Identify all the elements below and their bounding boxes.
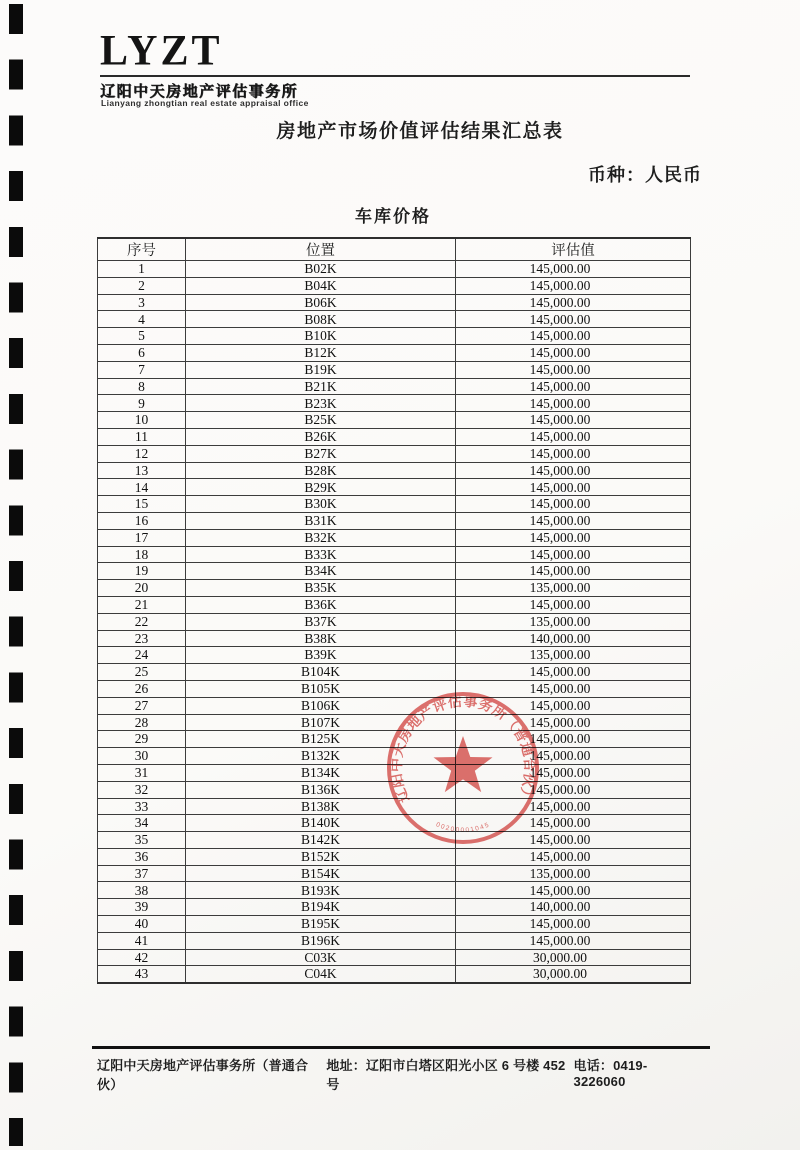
table-row — [98, 613, 691, 630]
table-row — [98, 361, 691, 378]
value-cell: 135,000.00 — [456, 865, 691, 882]
serial-cell: 12 — [98, 445, 186, 462]
location-cell: B136K — [186, 781, 456, 798]
location-cell: B35K — [186, 580, 456, 597]
serial-cell: 17 — [98, 529, 186, 546]
document-title: 房地产市场价值评估结果汇总表 — [276, 121, 564, 142]
table-row — [98, 294, 691, 311]
serial-cell: 36 — [98, 848, 186, 865]
serial-cell: 21 — [98, 596, 186, 613]
serial-cell: 15 — [98, 496, 186, 513]
location-cell: B04K — [186, 277, 456, 294]
serial-cell: 39 — [98, 899, 186, 916]
location-cell: B25K — [186, 412, 456, 429]
value-cell: 135,000.00 — [456, 613, 691, 630]
table-row — [98, 395, 691, 412]
location-cell: B125K — [186, 731, 456, 748]
location-cell: B154K — [186, 865, 456, 882]
value-cell: 145,000.00 — [456, 496, 691, 513]
table-row — [98, 882, 691, 899]
value-cell: 145,000.00 — [456, 664, 691, 681]
value-cell: 30,000.00 — [456, 966, 691, 983]
value-cell: 145,000.00 — [456, 563, 691, 580]
value-cell: 145,000.00 — [456, 882, 691, 899]
table-row — [98, 916, 691, 933]
location-cell: B38K — [186, 630, 456, 647]
location-cell: C03K — [186, 949, 456, 966]
serial-cell: 33 — [98, 798, 186, 815]
column-header-value: 评估值 — [456, 238, 691, 261]
location-cell: B27K — [186, 445, 456, 462]
value-cell: 145,000.00 — [456, 832, 691, 849]
table-row — [98, 932, 691, 949]
value-cell: 145,000.00 — [456, 764, 691, 781]
table-row — [98, 529, 691, 546]
serial-cell: 27 — [98, 697, 186, 714]
table-row — [98, 277, 691, 294]
serial-cell: 20 — [98, 580, 186, 597]
serial-cell: 3 — [98, 294, 186, 311]
value-cell: 145,000.00 — [456, 815, 691, 832]
location-cell: B10K — [186, 328, 456, 345]
appraisal-results-table — [97, 237, 691, 984]
location-cell: B26K — [186, 428, 456, 445]
value-cell: 30,000.00 — [456, 949, 691, 966]
location-cell: B36K — [186, 596, 456, 613]
location-cell: B30K — [186, 496, 456, 513]
serial-cell: 19 — [98, 563, 186, 580]
location-cell: B06K — [186, 294, 456, 311]
table-row — [98, 462, 691, 479]
serial-cell: 40 — [98, 916, 186, 933]
table-row — [98, 546, 691, 563]
value-cell: 135,000.00 — [456, 580, 691, 597]
location-cell: B138K — [186, 798, 456, 815]
serial-cell: 1 — [98, 261, 186, 278]
serial-cell: 11 — [98, 428, 186, 445]
table-row — [98, 261, 691, 278]
location-cell: B152K — [186, 848, 456, 865]
serial-cell: 32 — [98, 781, 186, 798]
column-header-location: 位置 — [186, 238, 456, 261]
value-cell: 145,000.00 — [456, 412, 691, 429]
serial-cell: 5 — [98, 328, 186, 345]
section-title: 车库价格 — [355, 207, 431, 226]
table-row — [98, 445, 691, 462]
value-cell: 145,000.00 — [456, 445, 691, 462]
location-cell: B195K — [186, 916, 456, 933]
currency-label: 币种：人民币 — [588, 165, 702, 185]
table-row — [98, 328, 691, 345]
table-row — [98, 865, 691, 882]
location-cell: B194K — [186, 899, 456, 916]
seal-serial-number: 00200001045 — [434, 821, 492, 834]
seal-ring-text: 辽阳中天房地产评估事务所（普通合伙） — [387, 692, 539, 806]
value-cell: 145,000.00 — [456, 479, 691, 496]
value-cell: 145,000.00 — [456, 731, 691, 748]
table-row — [98, 580, 691, 597]
location-cell: B12K — [186, 344, 456, 361]
location-cell: B193K — [186, 882, 456, 899]
table-row — [98, 596, 691, 613]
red-official-seal — [378, 683, 548, 853]
serial-cell: 28 — [98, 714, 186, 731]
company-name-english: Lianyang zhongtian real estate appraisal office — [101, 98, 309, 108]
serial-cell: 25 — [98, 664, 186, 681]
serial-cell: 34 — [98, 815, 186, 832]
serial-cell: 31 — [98, 764, 186, 781]
location-cell: B196K — [186, 932, 456, 949]
location-cell: B08K — [186, 311, 456, 328]
location-cell: B28K — [186, 462, 456, 479]
table-header-row — [98, 238, 691, 261]
value-cell: 135,000.00 — [456, 647, 691, 664]
serial-cell: 29 — [98, 731, 186, 748]
value-cell: 145,000.00 — [456, 714, 691, 731]
location-cell: B31K — [186, 512, 456, 529]
serial-cell: 26 — [98, 680, 186, 697]
location-cell: B105K — [186, 680, 456, 697]
value-cell: 145,000.00 — [456, 328, 691, 345]
serial-cell: 16 — [98, 512, 186, 529]
serial-cell: 38 — [98, 882, 186, 899]
serial-cell: 42 — [98, 949, 186, 966]
value-cell: 145,000.00 — [456, 932, 691, 949]
serial-cell: 37 — [98, 865, 186, 882]
table-row — [98, 496, 691, 513]
location-cell: B134K — [186, 764, 456, 781]
table-row — [98, 412, 691, 429]
table-row — [98, 949, 691, 966]
table-row — [98, 664, 691, 681]
value-cell: 145,000.00 — [456, 916, 691, 933]
table-row — [98, 378, 691, 395]
value-cell: 145,000.00 — [456, 311, 691, 328]
table-row — [98, 311, 691, 328]
value-cell: 145,000.00 — [456, 529, 691, 546]
location-cell: B21K — [186, 378, 456, 395]
location-cell: B107K — [186, 714, 456, 731]
value-cell: 145,000.00 — [456, 596, 691, 613]
footer-phone: 电话：0419-3226060 — [573, 1058, 648, 1089]
column-header-serial: 序号 — [98, 238, 186, 261]
location-cell: C04K — [186, 966, 456, 983]
serial-cell: 7 — [98, 361, 186, 378]
value-cell: 145,000.00 — [456, 395, 691, 412]
location-cell: B33K — [186, 546, 456, 563]
location-cell: B104K — [186, 664, 456, 681]
value-cell: 140,000.00 — [456, 630, 691, 647]
serial-cell: 22 — [98, 613, 186, 630]
location-cell: B19K — [186, 361, 456, 378]
table-row — [98, 428, 691, 445]
value-cell: 145,000.00 — [456, 378, 691, 395]
value-cell: 145,000.00 — [456, 798, 691, 815]
value-cell: 145,000.00 — [456, 462, 691, 479]
serial-cell: 18 — [98, 546, 186, 563]
value-cell: 145,000.00 — [456, 680, 691, 697]
location-cell: B140K — [186, 815, 456, 832]
value-cell: 145,000.00 — [456, 546, 691, 563]
serial-cell: 13 — [98, 462, 186, 479]
serial-cell: 9 — [98, 395, 186, 412]
table-row — [98, 647, 691, 664]
serial-cell: 23 — [98, 630, 186, 647]
header-divider — [100, 75, 690, 77]
table-row — [98, 344, 691, 361]
location-cell: B02K — [186, 261, 456, 278]
footer — [97, 1055, 695, 1093]
serial-cell: 4 — [98, 311, 186, 328]
serial-cell: 6 — [98, 344, 186, 361]
table-row — [98, 512, 691, 529]
company-name-chinese: 辽阳中天房地产评估事务所 — [100, 83, 299, 100]
footer-address: 地址：辽阳市白塔区阳光小区 6 号楼 452 号 — [326, 1058, 566, 1092]
serial-cell: 8 — [98, 378, 186, 395]
value-cell: 145,000.00 — [456, 512, 691, 529]
table-row — [98, 899, 691, 916]
svg-text:00200001045 — [435, 821, 491, 834]
table-row — [98, 966, 691, 983]
value-cell: 145,000.00 — [456, 697, 691, 714]
value-cell: 140,000.00 — [456, 899, 691, 916]
serial-cell: 10 — [98, 412, 186, 429]
location-cell: B32K — [186, 529, 456, 546]
table-row — [98, 479, 691, 496]
serial-cell: 41 — [98, 932, 186, 949]
serial-cell: 24 — [98, 647, 186, 664]
serial-cell: 30 — [98, 748, 186, 765]
value-cell: 145,000.00 — [456, 344, 691, 361]
location-cell: B39K — [186, 647, 456, 664]
value-cell: 145,000.00 — [456, 748, 691, 765]
location-cell: B142K — [186, 832, 456, 849]
location-cell: B34K — [186, 563, 456, 580]
value-cell: 145,000.00 — [456, 294, 691, 311]
location-cell: B29K — [186, 479, 456, 496]
location-cell: B132K — [186, 748, 456, 765]
seal-star-icon — [434, 736, 493, 792]
footer-company: 辽阳中天房地产评估事务所（普通合伙） — [97, 1058, 309, 1092]
location-cell: B37K — [186, 613, 456, 630]
value-cell: 145,000.00 — [456, 261, 691, 278]
location-cell: B106K — [186, 697, 456, 714]
serial-cell: 43 — [98, 966, 186, 983]
value-cell: 145,000.00 — [456, 428, 691, 445]
serial-cell: 14 — [98, 479, 186, 496]
company-logo: LYZT — [100, 27, 223, 75]
value-cell: 145,000.00 — [456, 848, 691, 865]
serial-cell: 2 — [98, 277, 186, 294]
value-cell: 145,000.00 — [456, 277, 691, 294]
value-cell: 145,000.00 — [456, 361, 691, 378]
serial-cell: 35 — [98, 832, 186, 849]
value-cell: 145,000.00 — [456, 781, 691, 798]
table-row — [98, 563, 691, 580]
location-cell: B23K — [186, 395, 456, 412]
table-row — [98, 630, 691, 647]
footer-divider — [92, 1046, 710, 1049]
